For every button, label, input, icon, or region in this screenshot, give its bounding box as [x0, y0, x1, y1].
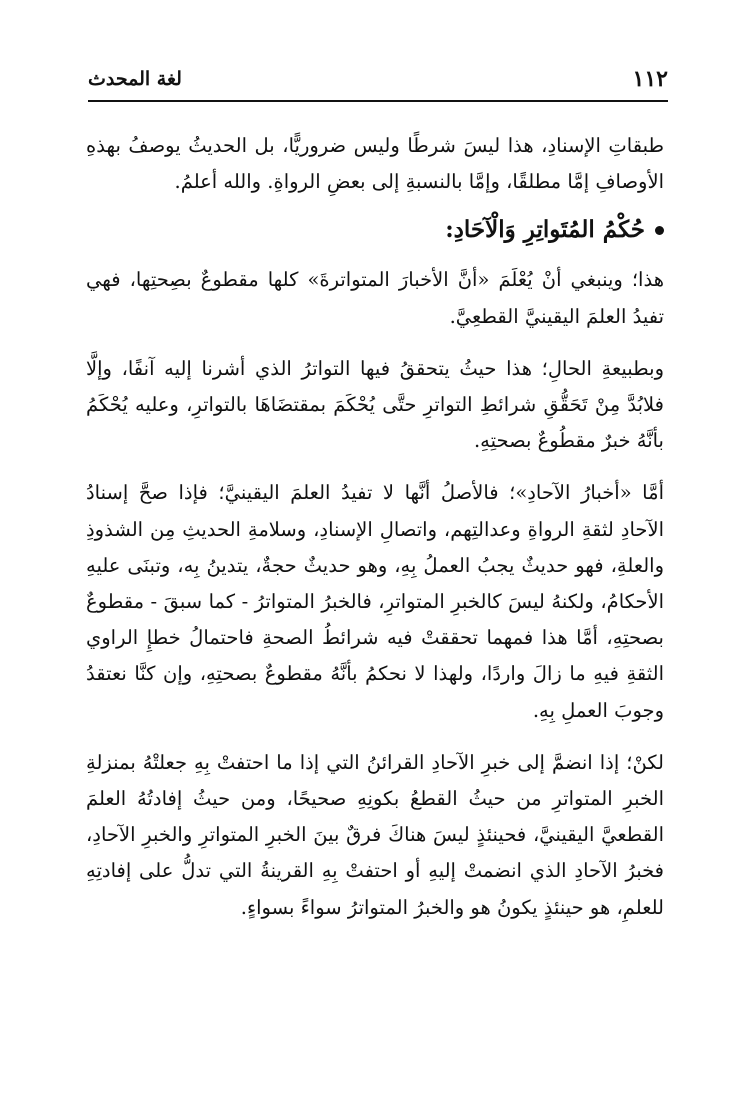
paragraph-conditions: وبطبيعةِ الحالِ؛ هذا حيثُ يتحققُ فيها التواترُ الذي أشرنا إليه آنفًا، وإلَّا فلابُدَّ مِنْ تَحَقُّقِ شرائطِ التواترِ حتَّى يُحْكَمَ بمقتضَاهَا بالتواترِ، وعليه يُحْكَمُ بأنَّهُ خبرٌ مقطُوعٌ بصحتِهِ.	[86, 356, 664, 453]
page-number: ١١٢	[632, 66, 668, 92]
running-title: لغة المحدث	[88, 68, 182, 90]
section-heading-text: حُكْمُ المُتَواتِرِ وَالْآحَادِ:	[445, 216, 645, 244]
paragraph-ahad: أمَّا «أخبارُ الآحادِ»؛ فالأصلُ أنَّها لا تفيدُ العلمَ اليقينيَّ؛ فإذا صحَّ إسنادُ الآحادِ لثقةِ الرواةِ وعدالتِهم، واتصالِ الإسنادِ، وسلامةِ الحديثِ مِن الشذوذِ والعلةِ، فهو حديثٌ يجبُ العملُ بِهِ، وهو حديثٌ حجةٌ، يتدينُ بِه، وتبنَى عليهِ الأحكامُ، ولكنهُ ليسَ كالخبرِ المتواترِ، فالخبرُ المتواترُ - كما سبقَ - مقطوعٌ بصحتِهِ، أمَّا هذا فمهما تحققتْ فيه شرائطُ الصحةِ فاحتمالُ خطإِ الراوي الثقةِ فيهِ ما زالَ واردًا، ولهذا لا نحكمُ بأنَّهُ مقطوعٌ بصحتِهِ، وإن كنَّا نعتقدُ وجوبَ العملِ بِهِ.	[86, 481, 665, 722]
bullet-icon	[655, 226, 664, 235]
section-heading	[86, 210, 664, 250]
paragraph-qarain: لكنْ؛ إذا انضمَّ إلى خبرِ الآحادِ القرائنُ التي إذا ما احتفتْ بِهِ جعلتْهُ بمنزلةِ الخبرِ المتواترِ من حيثُ القطعُ بكونِهِ صحيحًا، ومن حيثُ إفادتُهُ العلمَ القطعيَّ اليقينيَّ، فحينئذٍ ليسَ هناكَ فرقٌ بينَ الخبرِ المتواترِ والخبرِ الآحادِ، فخبرُ الآحادِ الذي انضمتْ إليهِ أو احتفتْ بِهِ القرينةُ التي تدلُّ على إفادتِهِ للعلمِ، هو حينئذٍ يكونُ هو والخبرُ المتواترُ سواءً بسواءٍ.	[86, 750, 664, 919]
page-header	[88, 62, 668, 96]
paragraph-mutawatir: هذا؛ وينبغي أنْ يُعْلَمَ «أنَّ الأخبارَ المتواترةَ» كلها مقطوعٌ بصِحتِها، فهي تفيدُ العلمَ اليقينيَّ القطعِيَّ.	[86, 268, 664, 328]
header-divider	[88, 100, 668, 102]
page-body	[86, 128, 664, 942]
paragraph-continuation: طبقاتِ الإسنادِ، هذا ليسَ شرطًا وليس ضروريًّا، بل الحديثُ يوصفُ بهذهِ الأوصافِ إمَّا مطلقًا، وإمَّا بالنسبةِ إلى بعضِ الرواةِ. والله أعلمُ.	[86, 134, 664, 194]
